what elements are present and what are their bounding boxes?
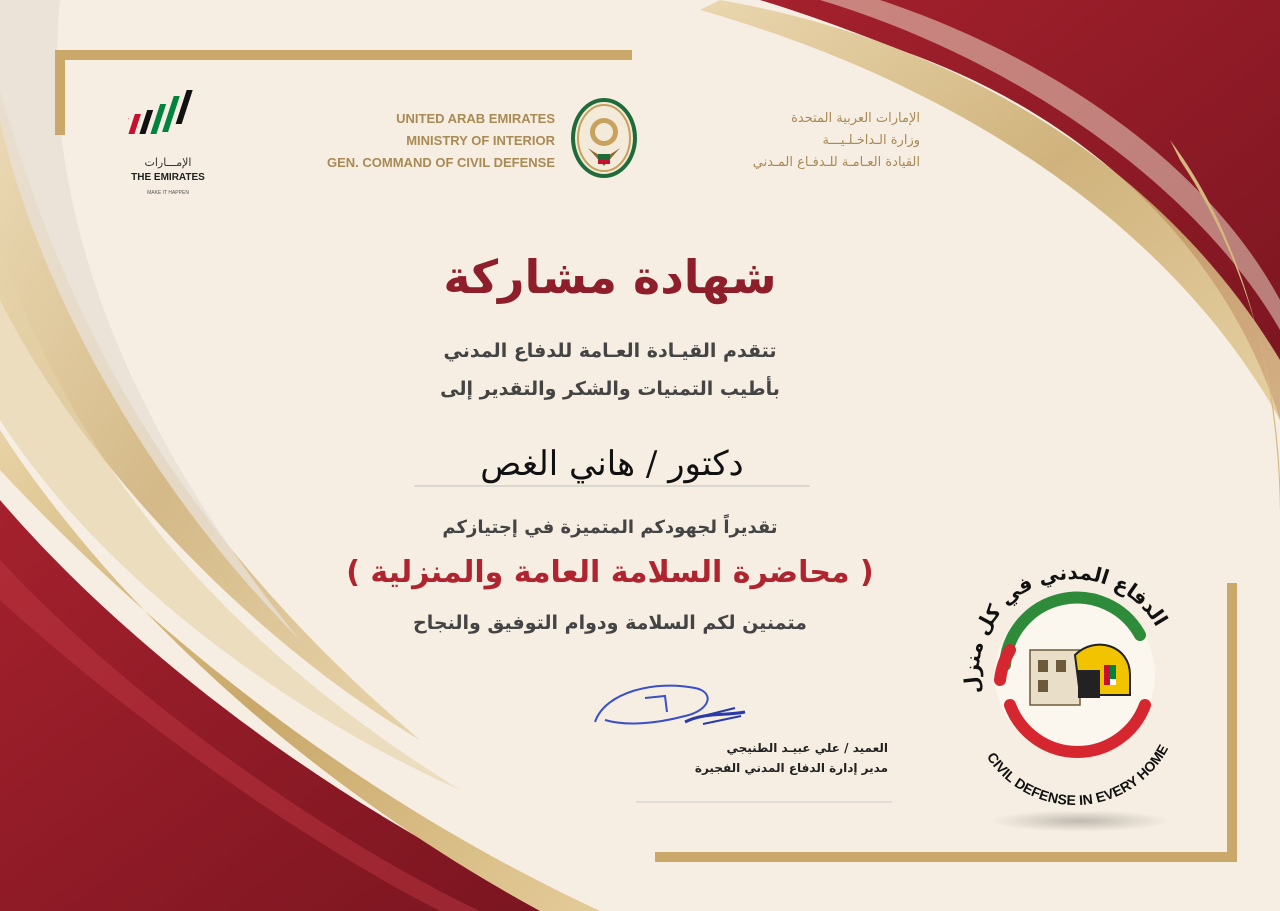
header-en-line1: UNITED ARAB EMIRATES (396, 111, 555, 126)
signatory-block (640, 738, 888, 778)
header-english (270, 108, 555, 174)
ministry-emblem (568, 96, 640, 182)
emirates-stripes-icon (128, 86, 208, 146)
course-title: ( محاضرة السلامة العامة والمنزلية ) (346, 555, 874, 590)
badge-english-text: CIVIL DEFENSE IN EVERY HOME (983, 741, 1172, 805)
header-ar-line2: وزارة الـداخـلـيـــة (822, 133, 920, 148)
brand-arabic: الإمـــارات (144, 156, 192, 169)
header-en-line2: MINISTRY OF INTERIOR (406, 133, 555, 148)
badge-shadow (990, 810, 1170, 832)
recipient-name: دكتور / هاني الغص (480, 444, 744, 484)
brand-tagline: MAKE IT HAPPEN (147, 190, 189, 196)
certificate-title: شهادة مشاركة (443, 250, 777, 304)
brand-english: THE EMIRATES (131, 172, 205, 183)
wishes-text: متمنين لكم السلامة ودوام التوفيق والنجاح (413, 612, 807, 634)
civil-defense-badge (950, 555, 1200, 805)
the-emirates-logo (118, 86, 218, 206)
badge-arabic-text: الدفاع المدني في كل منزل (959, 560, 1173, 696)
intro-line1: تتقدم القيـادة العـامة للدفاع المدني (443, 340, 777, 362)
header-ar-line1: الإمارات العربية المتحدة (791, 111, 920, 126)
header-en-line3: GEN. COMMAND OF CIVIL DEFENSE (327, 155, 555, 170)
signature-mark (585, 672, 765, 742)
header-ar-line3: القيادة العـامـة للـدفـاع المـدني (752, 155, 920, 170)
badge-emblem-icon (950, 555, 1200, 805)
appreciation-text: تقديراً لجهودكم المتميزة في إجتيازكم (442, 517, 778, 538)
signatory-role: مدير إدارة الدفاع المدني الفجيرة (694, 761, 888, 775)
falcon-emblem-icon (568, 96, 640, 182)
signatory-name: العميد / علي عبيـد الطنيجي (726, 741, 888, 755)
header-arabic (660, 108, 920, 174)
intro-line2: بأطيب التمنيات والشكر والتقدير إلى (440, 378, 780, 400)
